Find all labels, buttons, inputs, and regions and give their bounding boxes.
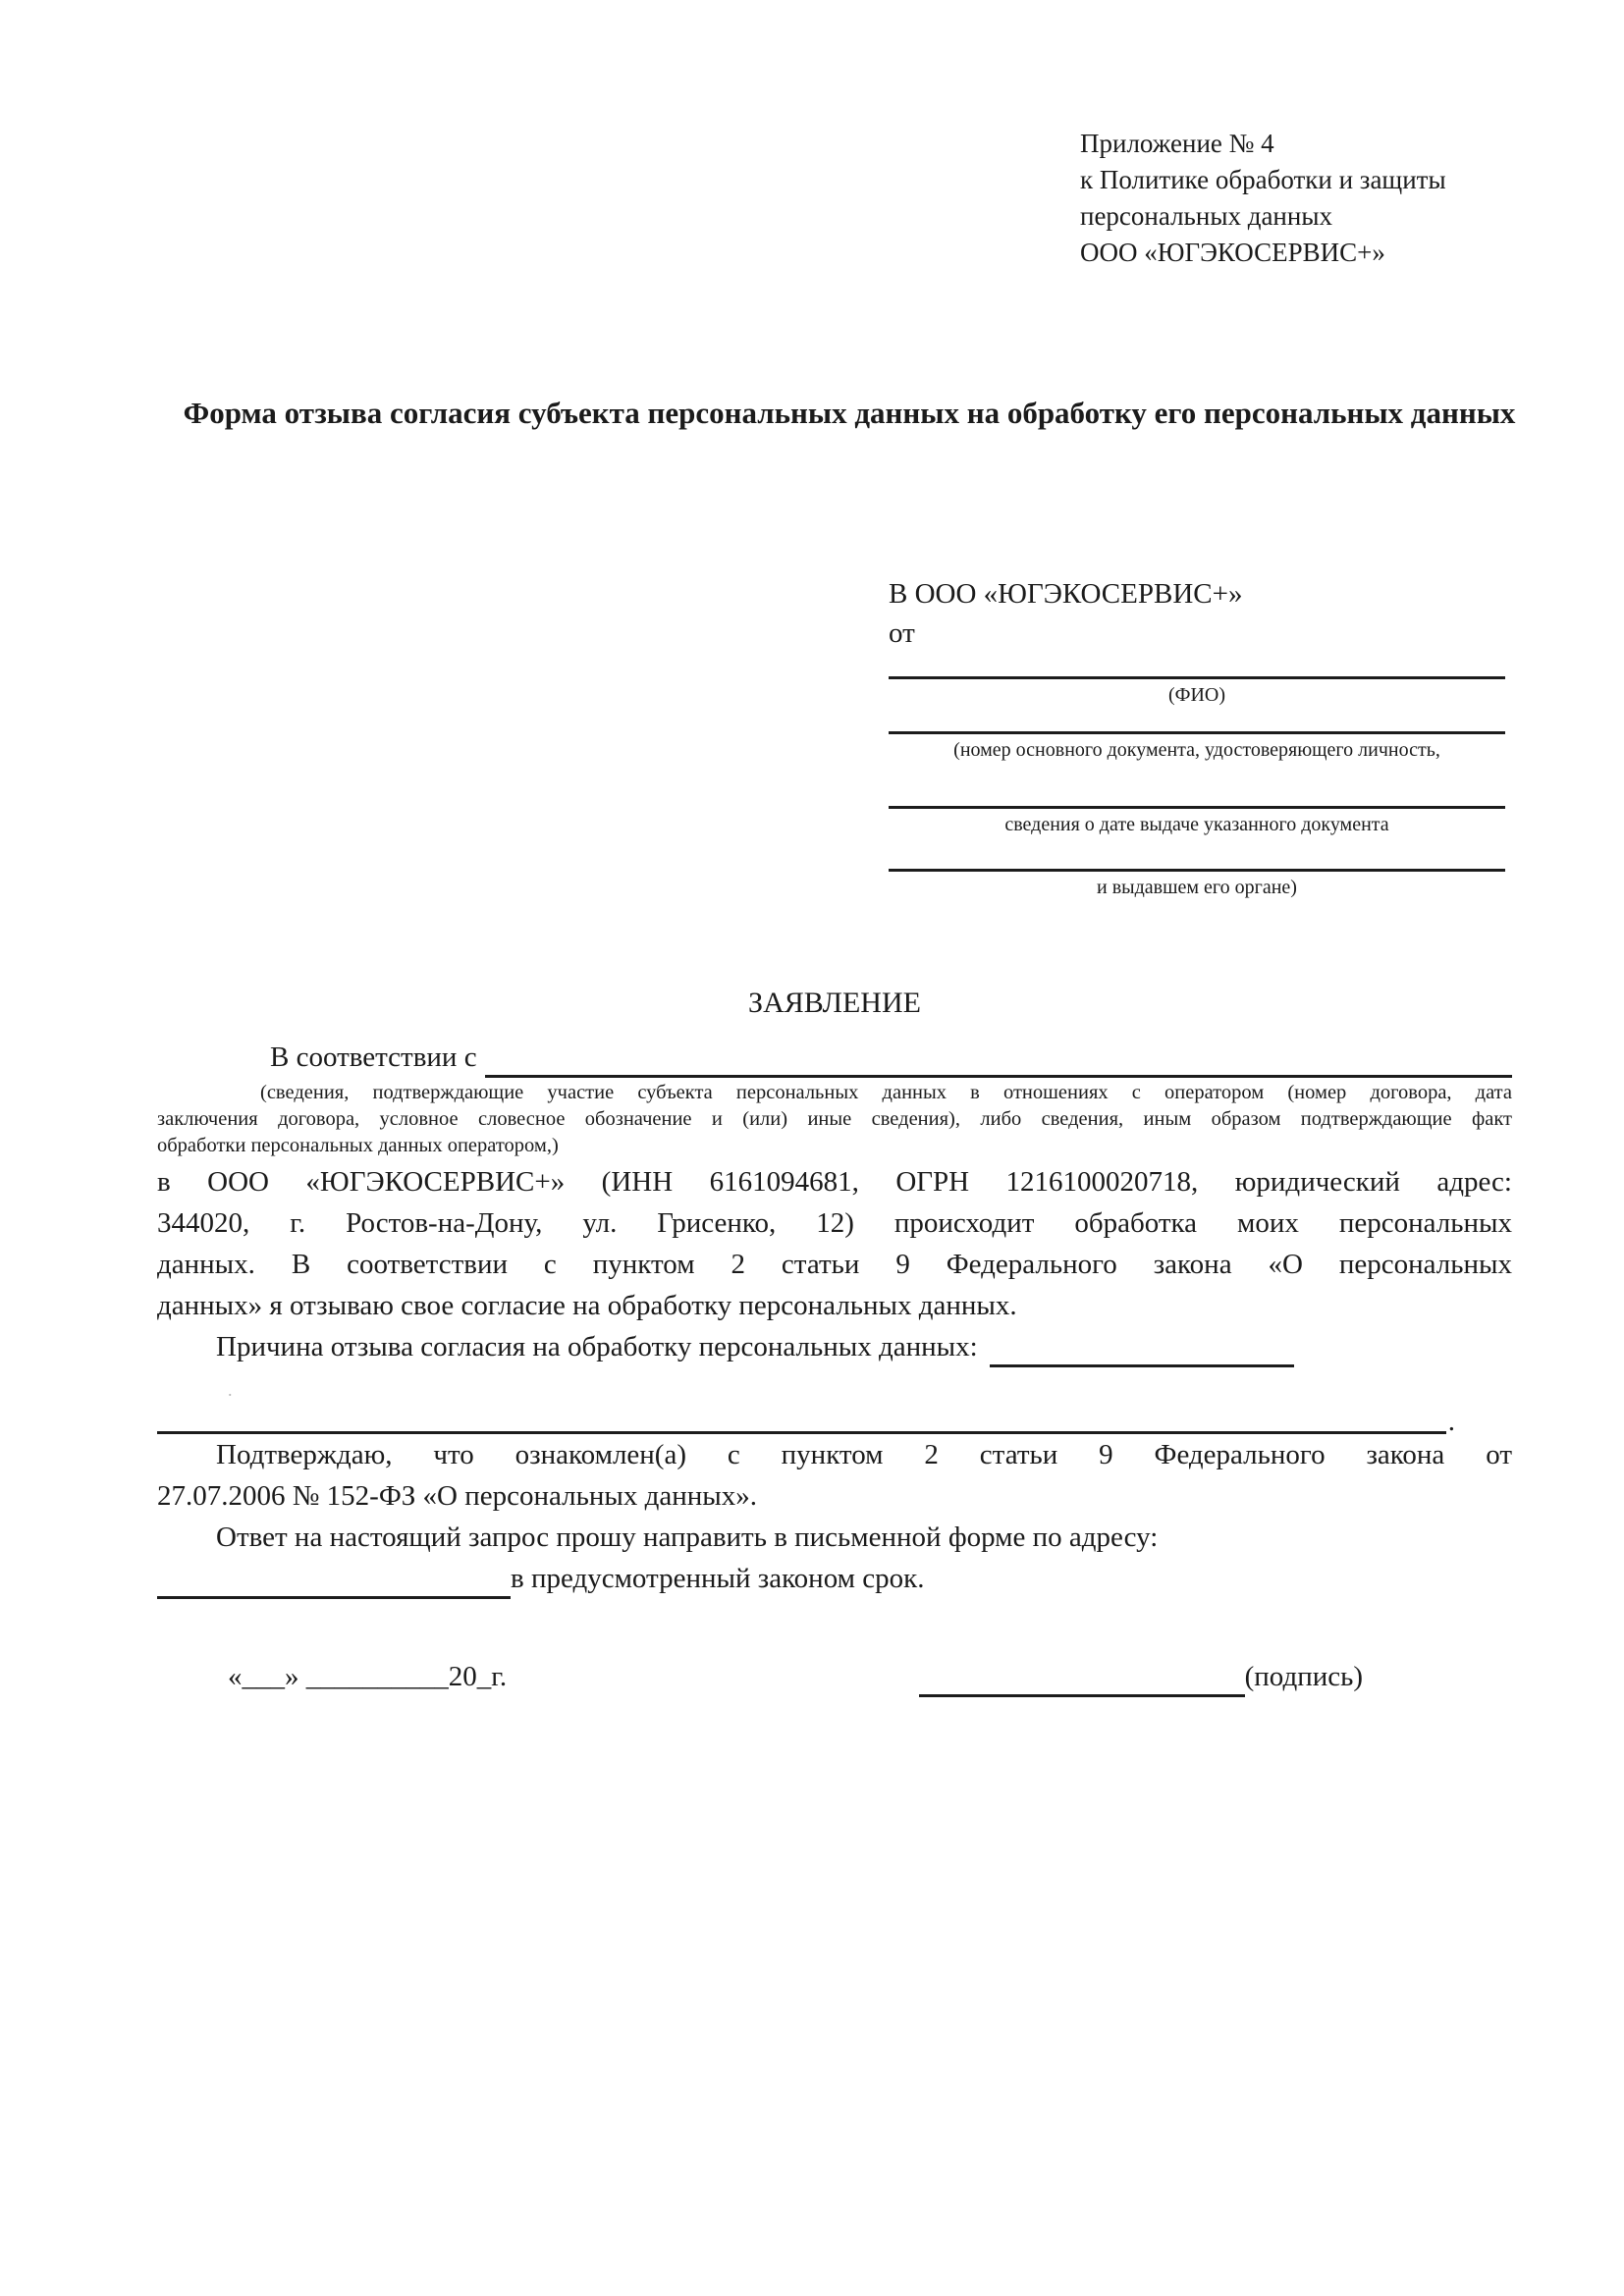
footnote-line: (сведения, подтверждающие участие субъекта персональных данных в отношениях с оператором (номер договора, дата (260, 1082, 1512, 1103)
reason-line (157, 1326, 1512, 1367)
footnote-line: обработки персональных данных оператором,) (157, 1135, 559, 1156)
appendix-header (1080, 126, 1446, 271)
main-paragraph-line: данных» я отзываю свое согласие на обработку персональных данных. (157, 1290, 1017, 1321)
issue-date-blank-line (889, 763, 1505, 809)
signature-row (157, 1656, 1512, 1697)
main-paragraph-line: данных. В соответствии с пунктом 2 статьи 9 Федерального закона «О персональных (157, 1249, 1512, 1280)
blank-gap (157, 1367, 1512, 1401)
signature-group (919, 1656, 1363, 1697)
reason-continuation-line (157, 1401, 1512, 1437)
issuing-authority-blank-line (889, 837, 1505, 872)
statement-body (157, 984, 1512, 1697)
intro-text: В соответствии с (270, 1041, 477, 1073)
main-paragraph-line: 344020, г. Ростов-на-Дону, ул. Грисенко, 12) происходит обработка моих персональных (157, 1207, 1512, 1239)
issue-date-caption: сведения о дате выдаче указанного документа (1004, 814, 1389, 835)
footnote-line: заключения договора, условное словесное обозначение и (или) иные сведения), либо сведения, иным образом подтверждающие факт (157, 1108, 1512, 1130)
reply-tail-text: в предусмотренный законом срок. (511, 1563, 925, 1594)
reason-continuation-blank (157, 1421, 1446, 1434)
signature-caption: (подпись) (1244, 1661, 1363, 1692)
signature-blank-line (919, 1665, 1245, 1697)
reason-blank-line (990, 1335, 1294, 1367)
intro-line (157, 1037, 1512, 1078)
footnote (157, 1080, 1512, 1159)
reason-label: Причина отзыва согласия на обработку персональных данных: (216, 1331, 978, 1362)
reply-request-line: Ответ на настоящий запрос прошу направить в письменной форме по адресу: (216, 1522, 1159, 1553)
addressee-from-label: от (889, 617, 915, 649)
document-number-caption: (номер основного документа, удостоверяющего личность, (953, 739, 1440, 761)
confirm-paragraph (157, 1434, 1512, 1517)
fio-caption: (ФИО) (1167, 684, 1225, 706)
address-blank-line (157, 1567, 511, 1599)
confirm-line: 27.07.2006 № 152-ФЗ «О персональных данных». (157, 1480, 757, 1512)
reply-address-line (157, 1558, 1512, 1599)
fio-blank-line (889, 653, 1505, 679)
main-paragraph (157, 1161, 1512, 1326)
statement-heading: ЗАЯВЛЕНИЕ (748, 987, 921, 1019)
addressee-block (889, 574, 1505, 900)
appendix-number: Приложение № 4 (1080, 129, 1274, 158)
stray-mark: . (228, 1380, 233, 1400)
company-name: ООО «ЮГЭКОСЕРВИС+» (1080, 238, 1385, 267)
addressee-to: В ООО «ЮГЭКОСЕРВИС+» (889, 578, 1243, 610)
date-blank: «___» __________20_г. (228, 1661, 508, 1692)
confirm-line: Подтверждаю, что ознакомлен(а) с пунктом 2 статьи 9 Федерального закона от (216, 1439, 1512, 1470)
main-paragraph-line: в ООО «ЮГЭКОСЕРВИС+» (ИНН 6161094681, ОГРН 1216100020718, юридический адрес: (157, 1166, 1512, 1198)
line-end-period: . (1447, 1406, 1455, 1437)
issuing-authority-caption: и выдавшем его органе) (1097, 877, 1297, 898)
intro-blank-line (485, 1043, 1512, 1078)
appendix-policy-line: к Политике обработки и защиты (1080, 165, 1446, 194)
appendix-policy-line2: персональных данных (1080, 201, 1332, 231)
form-title: Форма отзыва согласия субъекта персональных данных на обработку его персональных данных (183, 396, 1516, 430)
document-number-blank-line (889, 708, 1505, 734)
